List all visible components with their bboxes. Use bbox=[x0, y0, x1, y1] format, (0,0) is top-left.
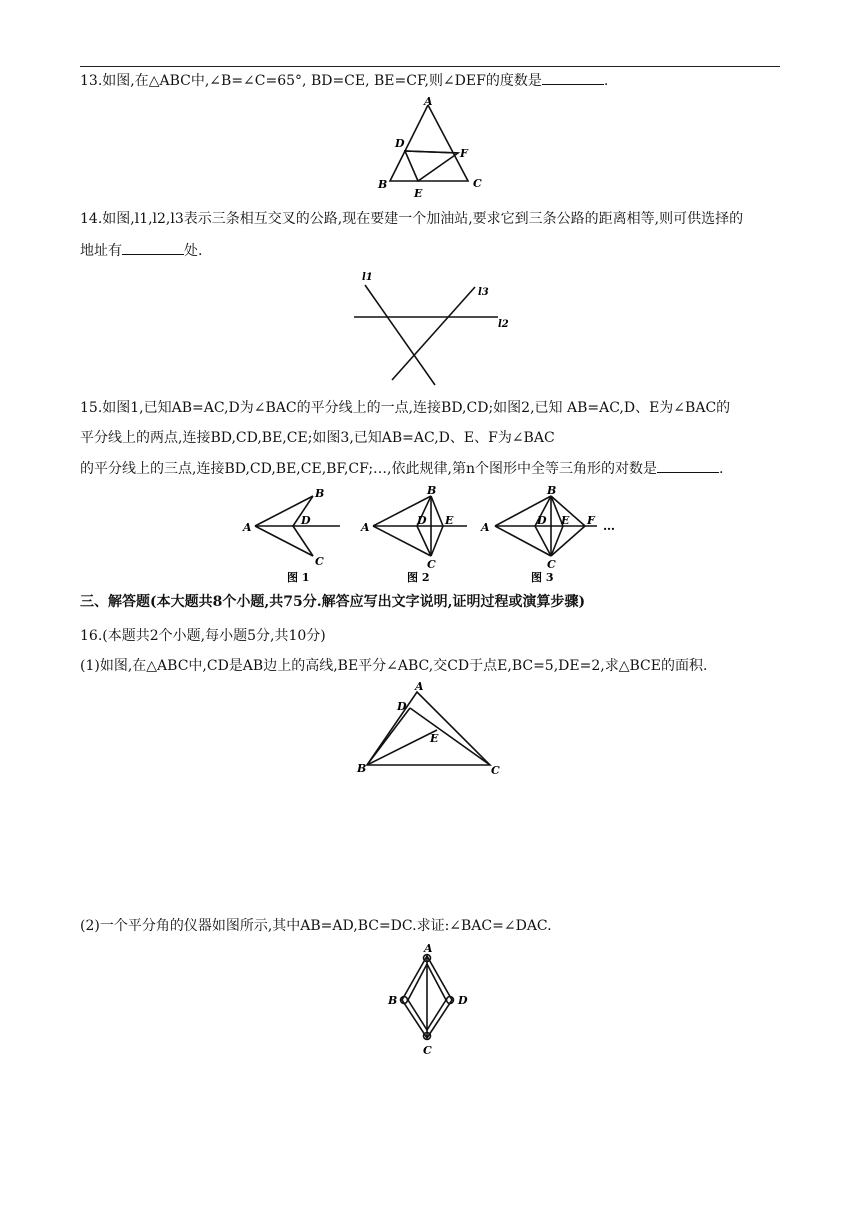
fig2-label-c: C bbox=[427, 558, 436, 571]
fig3-cf bbox=[551, 526, 585, 556]
question-16-part-2: (2)一个平分角的仪器如图所示,其中AB=AD,BC=DC.求证:∠BAC=∠DAC. bbox=[80, 918, 552, 934]
q13-label-a: A bbox=[424, 95, 433, 108]
q13-label-e: E bbox=[414, 187, 423, 200]
q15-answer-blank[interactable] bbox=[657, 458, 719, 473]
q14-text-post: 处. bbox=[184, 243, 203, 259]
fig2-be bbox=[431, 496, 443, 526]
question-16-part-1: (1)如图,在△ABC中,CD是AB边上的高线,BE平分∠ABC,交CD于点E,BC=5,DE=2,求△BCE的面积. bbox=[80, 658, 708, 674]
q15-figures bbox=[235, 483, 625, 583]
label-l2: l2 bbox=[498, 319, 509, 330]
fig3-label-f: F bbox=[587, 514, 595, 527]
q16b-label-a: A bbox=[424, 942, 433, 955]
q16-segment-bd bbox=[367, 708, 410, 765]
q15-figure-3 bbox=[480, 484, 615, 584]
fig2-label-e: E bbox=[445, 514, 454, 527]
q16-bisector-be bbox=[367, 730, 437, 765]
q16b-label-c: C bbox=[423, 1044, 432, 1057]
q13-triangle-def bbox=[405, 151, 458, 181]
fig1-ac bbox=[255, 526, 313, 556]
q16-label-d: D bbox=[397, 700, 407, 713]
q16b-label-b: B bbox=[388, 994, 398, 1007]
q16-label-a: A bbox=[415, 680, 424, 693]
q13-label-b: B bbox=[378, 178, 388, 191]
fig3-label-d: D bbox=[537, 514, 547, 527]
fig2-ce bbox=[431, 526, 443, 556]
fig3-caption: 图 3 bbox=[531, 571, 554, 584]
question-16-intro: 16.(本题共2个小题,每小题5分,共10分) bbox=[80, 628, 326, 644]
fig1-caption: 图 1 bbox=[287, 571, 310, 584]
q14-figure bbox=[350, 265, 520, 390]
question-15-line-3 bbox=[80, 458, 723, 479]
q13-answer-blank[interactable] bbox=[542, 70, 604, 85]
question-14-line-2 bbox=[80, 240, 202, 261]
q13-segment-df bbox=[405, 151, 458, 153]
q16-label-e: E bbox=[430, 732, 439, 745]
fig3-label-a: A bbox=[481, 521, 490, 534]
label-l1: l1 bbox=[362, 272, 373, 283]
q16-label-c: C bbox=[491, 764, 500, 777]
q14-text-pre: 地址有 bbox=[80, 243, 122, 259]
fig2-label-b: B bbox=[427, 484, 437, 497]
q16-part2-figure bbox=[380, 940, 480, 1060]
q16-altitude-cd bbox=[410, 708, 490, 765]
fig2-ac bbox=[373, 526, 431, 556]
angle-bisector-instrument bbox=[401, 955, 454, 1040]
fig2-caption: 图 2 bbox=[407, 571, 430, 584]
fig3-ellipsis: … bbox=[603, 519, 615, 533]
q13-label-f: F bbox=[460, 147, 468, 160]
q13-text: 13.如图,在△ABC中,∠B=∠C=65°, BD=CE, BE=CF,则∠DEF的度数是 bbox=[80, 73, 542, 89]
q16b-label-d: D bbox=[458, 994, 468, 1007]
q16-label-b: B bbox=[357, 762, 367, 775]
label-l3: l3 bbox=[478, 287, 489, 298]
question-15-line-2: 平分线上的两点,连接BD,CD,BE,CE;如图3,已知AB=AC,D、E、F为∠BAC bbox=[80, 430, 555, 446]
question-14-line-1: 14.如图,l1,l2,l3表示三条相互交叉的公路,现在要建一个加油站,要求它到三条公路的距离相等,则可供选择的 bbox=[80, 211, 744, 227]
road-l3 bbox=[392, 287, 475, 380]
q13-label-c: C bbox=[473, 177, 482, 190]
fig3-label-e: E bbox=[561, 514, 570, 527]
q15-figure-1 bbox=[242, 487, 340, 584]
fig1-label-b: B bbox=[315, 487, 325, 500]
question-15-line-1: 15.如图1,已知AB=AC,D为∠BAC的平分线上的一点,连接BD,CD;如图2,已知 AB=AC,D、E为∠BAC的 bbox=[80, 400, 731, 416]
top-rule bbox=[80, 66, 780, 67]
q13-figure bbox=[370, 95, 500, 205]
q15-figure-2 bbox=[360, 484, 467, 584]
fig2-label-d: D bbox=[417, 514, 427, 527]
fig1-label-c: C bbox=[315, 555, 324, 568]
fig3-label-c: C bbox=[547, 558, 556, 571]
q16-part1-figure bbox=[355, 680, 505, 780]
fig1-label-d: D bbox=[301, 514, 311, 527]
q15-period: . bbox=[718, 461, 724, 477]
q15-text-pre: 的平分线上的三点,连接BD,CD,BE,CE,BF,CF;…,依此规律,第n个图形中全等三角形的对数是 bbox=[80, 461, 657, 477]
q14-answer-blank[interactable] bbox=[122, 240, 184, 255]
section-3-heading: 三、解答题(本大题共8个小题,共75分.解答应写出文字说明,证明过程或演算步骤) bbox=[80, 594, 586, 610]
fig2-label-a: A bbox=[361, 521, 370, 534]
fig3-label-b: B bbox=[547, 484, 557, 497]
question-13 bbox=[80, 70, 608, 91]
fig1-label-a: A bbox=[243, 521, 252, 534]
q16-triangle-abc bbox=[367, 692, 490, 765]
q13-label-d: D bbox=[395, 137, 405, 150]
q13-period: . bbox=[603, 73, 609, 89]
